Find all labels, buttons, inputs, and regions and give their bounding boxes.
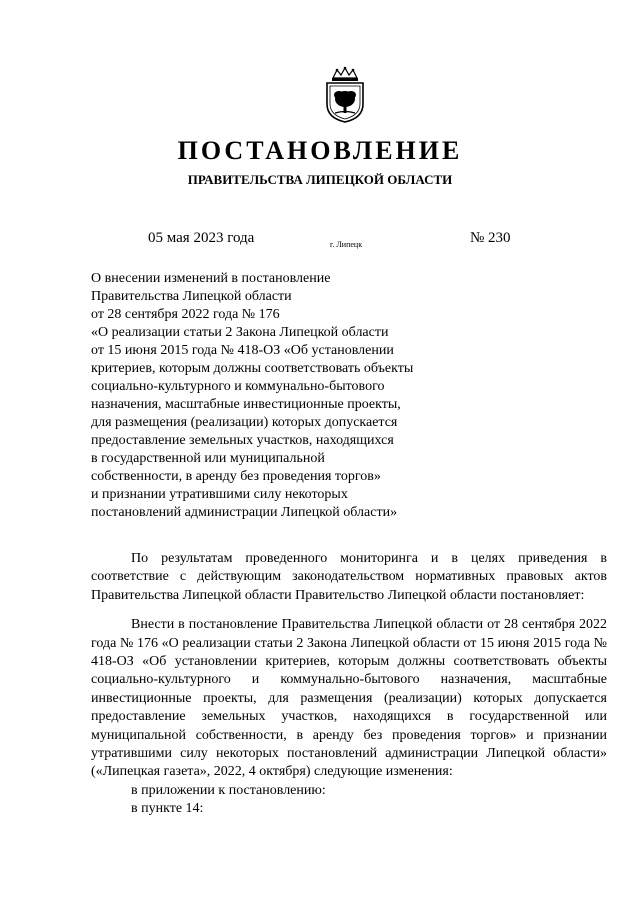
- heading-line: социально-культурного и коммунально-бытового: [91, 379, 385, 394]
- document-city: г. Липецк: [330, 240, 363, 249]
- document-number: № 230: [470, 230, 511, 246]
- heading-line: предоставление земельных участков, находящихся: [91, 433, 394, 448]
- heading-line: от 28 сентября 2022 года № 176: [91, 307, 280, 322]
- document-heading: [91, 270, 511, 522]
- heading-line: в государственной или муниципальной: [91, 451, 325, 466]
- body-paragraph-appendix: в приложении к постановлению:: [131, 782, 326, 798]
- coat-of-arms-icon: [323, 66, 367, 124]
- document-body: [91, 550, 607, 819]
- body-paragraph-amendment: Внести в постановление Правительства Липецкой области от 28 сентября 2022 года № 176 «О реализации статьи 2 Закона Липецкой области от 15 июня 2015 года № 418-ОЗ «Об установлении критериев, которым должны соответствовать объекты социально-культурного и коммунально-бытового назначения, масштабные инвестиционные проекты, для размещения (реализации) которых допускается предоставление земельных участков, находящихся в государственной или муниципальной собственности, в аренду без проведения торгов» и признании утратившими силу некоторых постановлений администрации Липецкой области» («Липецкая газета», 2022, 4 октября) следующие изменения:: [91, 617, 607, 780]
- document-subtitle: ПРАВИТЕЛЬСТВА ЛИПЕЦКОЙ ОБЛАСТИ: [187, 172, 453, 187]
- heading-line: от 15 июня 2015 года № 418-ОЗ «Об установлении: [91, 343, 394, 358]
- document-title: ПОСТАНОВЛЕНИЕ: [177, 136, 463, 165]
- heading-line: О внесении изменений в постановление: [91, 271, 331, 286]
- body-paragraph-item-14: в пункте 14:: [131, 801, 204, 817]
- document-date: 05 мая 2023 года: [148, 230, 255, 246]
- body-paragraph-preamble: По результатам проведенного мониторинга и в целях приведения в соответствие с действующим законодательством нормативных правовых актов Правительства Липецкой области Правительство Липецкой области постановляет:: [91, 551, 607, 603]
- heading-line: критериев, которым должны соответствовать объекты: [91, 361, 414, 376]
- heading-line: Правительства Липецкой области: [91, 289, 292, 304]
- heading-line: и признании утратившими силу некоторых: [91, 487, 348, 502]
- heading-line: постановлений администрации Липецкой области»: [91, 505, 398, 520]
- heading-line: для размещения (реализации) которых допускается: [91, 415, 398, 430]
- heading-line: «О реализации статьи 2 Закона Липецкой области: [91, 325, 389, 340]
- heading-line: назначения, масштабные инвестиционные проекты,: [91, 397, 401, 412]
- heading-line: собственности, в аренду без проведения торгов»: [91, 469, 381, 484]
